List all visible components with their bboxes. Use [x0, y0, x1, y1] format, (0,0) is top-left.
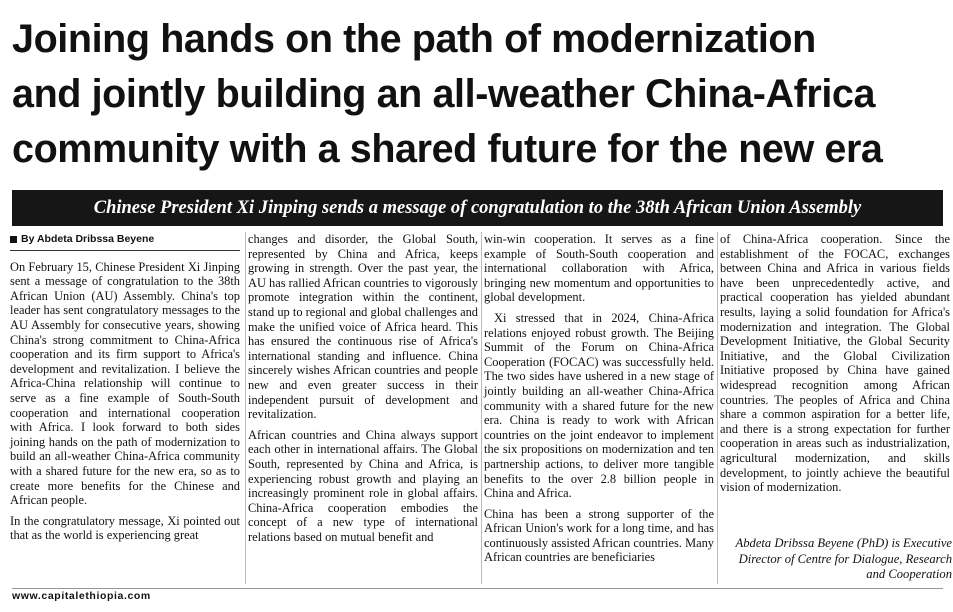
- article-column-4: [720, 232, 952, 582]
- footer-url[interactable]: www.capitalethiopia.com: [12, 590, 151, 602]
- paragraph: win-win cooperation. It serves as a fine example of South-South cooperation and international collaboration with Africa, bringing new momentum and opportunities to global development.: [484, 232, 714, 305]
- paragraph: changes and disorder, the Global South, represented by China and Africa, keeps growing in strength. Over the past year, the AU has rallied African countries to vigorously promote integration within the continent, stand up to regional and global challenges and make the unified voice of Africa heard. This has ensured the continuous rise of Africa's international standing and influence. China sincerely wishes African countries and people new and even greater success in their independent pursuit of development and revitalization.: [248, 232, 478, 422]
- article-column-3: [484, 232, 714, 571]
- headline-line-3: community with a shared future for the new era: [12, 127, 883, 171]
- byline-text: By Abdeta Dribssa Beyene: [21, 233, 155, 245]
- subhead-bar: [12, 190, 943, 226]
- article-column-1: [10, 232, 240, 549]
- paragraph: China has been a strong supporter of the African Union's work for a long time, and has continuously assisted African countries. Many African countries are beneficiaries: [484, 506, 714, 565]
- bullet-square-icon: [10, 236, 17, 243]
- paragraph: of China-Africa cooperation. Since the establishment of the FOCAC, exchanges between China and Africa in various fields have been unprecedentedly active, and practical cooperation has yielded abundant results, laying a solid foundation for Africa's modernization and integration. The Global Development Initiative, the Global Security Initiative, and the Global Civilization Initiative proposed by China have gained widespread recognition among African countries. The peoples of Africa and China share a common aspiration for a better life, and there is a strong expectation for further cooperation in areas such as industrialization, agricultural modernization, and skills development, to jointly achieve the beautiful vision of modernization.: [720, 232, 950, 495]
- headline: [12, 12, 942, 177]
- footer-divider: [12, 588, 943, 589]
- paragraph: Xi stressed that in 2024, China-Africa relations enjoyed robust growth. The Beijing Summit of the Forum on China-Africa Cooperation (FOCAC) was successfully held. The two sides have ushered in a new stage of jointly building an all-weather China-Africa community with a shared future for the new era. China is ready to work with African countries on the joint endeavor to implement the six propositions on modernization and ten partnership actions, to deliver more tangible benefits to the over 2.8 billion people in China and Africa.: [484, 310, 714, 501]
- headline-line-2: and jointly building an all-weather China-Africa: [12, 72, 876, 116]
- paragraph: On February 15, Chinese President Xi Jinping sent a message of congratulation to the 38th African Union (AU) Assembly. China's top leader has sent congratulatory messages to the AU Assembly for consecutive years, showing China's strong commitment to China-Africa cooperation and its firm support to Africa's development and revitalization. I believe the Africa-China relationship will continue to serve as a fine example of South-South cooperation and international cooperation with Africa. I look forward to both sides joining hands on the path of modernization to build an all-weather China-Africa community with a shared future for the new era, so as to create more benefits for the Chinese and African people.: [10, 259, 240, 508]
- paragraph: African countries and China always support each other in international affairs. The Global South, represented by China and Africa, is experiencing robust growth and playing an increasingly prominent role in global affairs. China-Africa cooperation embodies the concept of a new type of international relations based on mutual benefit and: [248, 427, 478, 544]
- headline-line-1: Joining hands on the path of modernization: [12, 17, 816, 61]
- article-column-2: [248, 232, 478, 550]
- paragraph: In the congratulatory message, Xi pointed out that as the world is experiencing great: [10, 513, 240, 543]
- author-note: Abdeta Dribssa Beyene (PhD) is Executive Director of Centre for Dialogue, Research and Cooperation: [735, 536, 952, 582]
- article-body: [8, 232, 952, 582]
- byline: [10, 232, 240, 251]
- subhead-text: Chinese President Xi Jinping sends a message of congratulation to the 38th African Union Assembly: [93, 197, 862, 218]
